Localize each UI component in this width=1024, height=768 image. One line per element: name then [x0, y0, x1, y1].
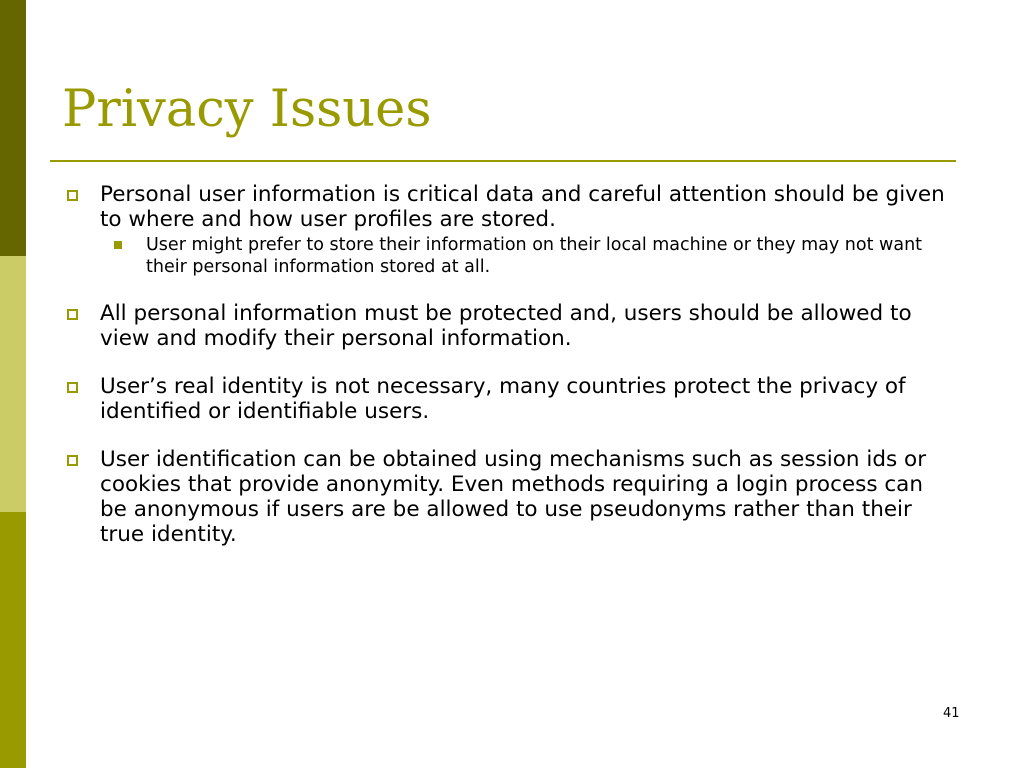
hollow-square-bullet-icon: [67, 190, 78, 201]
sub-bullet-item-1: [100, 234, 952, 278]
title-underline: [50, 160, 956, 162]
bullet-text: All personal information must be protected and, users should be allowed to view and modify their personal information.: [100, 301, 912, 351]
bullet-text: Personal user information is critical data and careful attention should be given to where and how user profiles are stored.: [100, 182, 945, 232]
bullet-item-1: [62, 182, 952, 278]
hollow-square-bullet-icon: [67, 455, 78, 466]
bullet-list: [62, 182, 952, 547]
bullet-item-2: [62, 301, 952, 351]
filled-square-bullet-icon: [114, 241, 122, 249]
side-bar-middle-segment: [0, 256, 26, 512]
side-bar-bottom-segment: [0, 512, 26, 768]
slide-title: Privacy Issues: [62, 80, 432, 139]
bullet-text: User identification can be obtained using mechanisms such as session ids or cookies that provide anonymity. Even methods requiring a login process can be anonymous if users are be allowed to use pseudonyms rather than their true identity.: [100, 447, 927, 547]
bullet-text: User’s real identity is not necessary, many countries protect the privacy of identified or identifiable users.: [100, 374, 906, 424]
sub-bullet-list: [100, 234, 952, 278]
side-bar-top-segment: [0, 0, 26, 256]
bullet-item-3: [62, 374, 952, 424]
page-number: 41: [943, 706, 960, 721]
bullet-item-4: [62, 447, 952, 547]
sub-bullet-text: User might prefer to store their information on their local machine or they may not want their personal information stored at all.: [146, 235, 923, 277]
hollow-square-bullet-icon: [67, 382, 78, 393]
hollow-square-bullet-icon: [67, 309, 78, 320]
